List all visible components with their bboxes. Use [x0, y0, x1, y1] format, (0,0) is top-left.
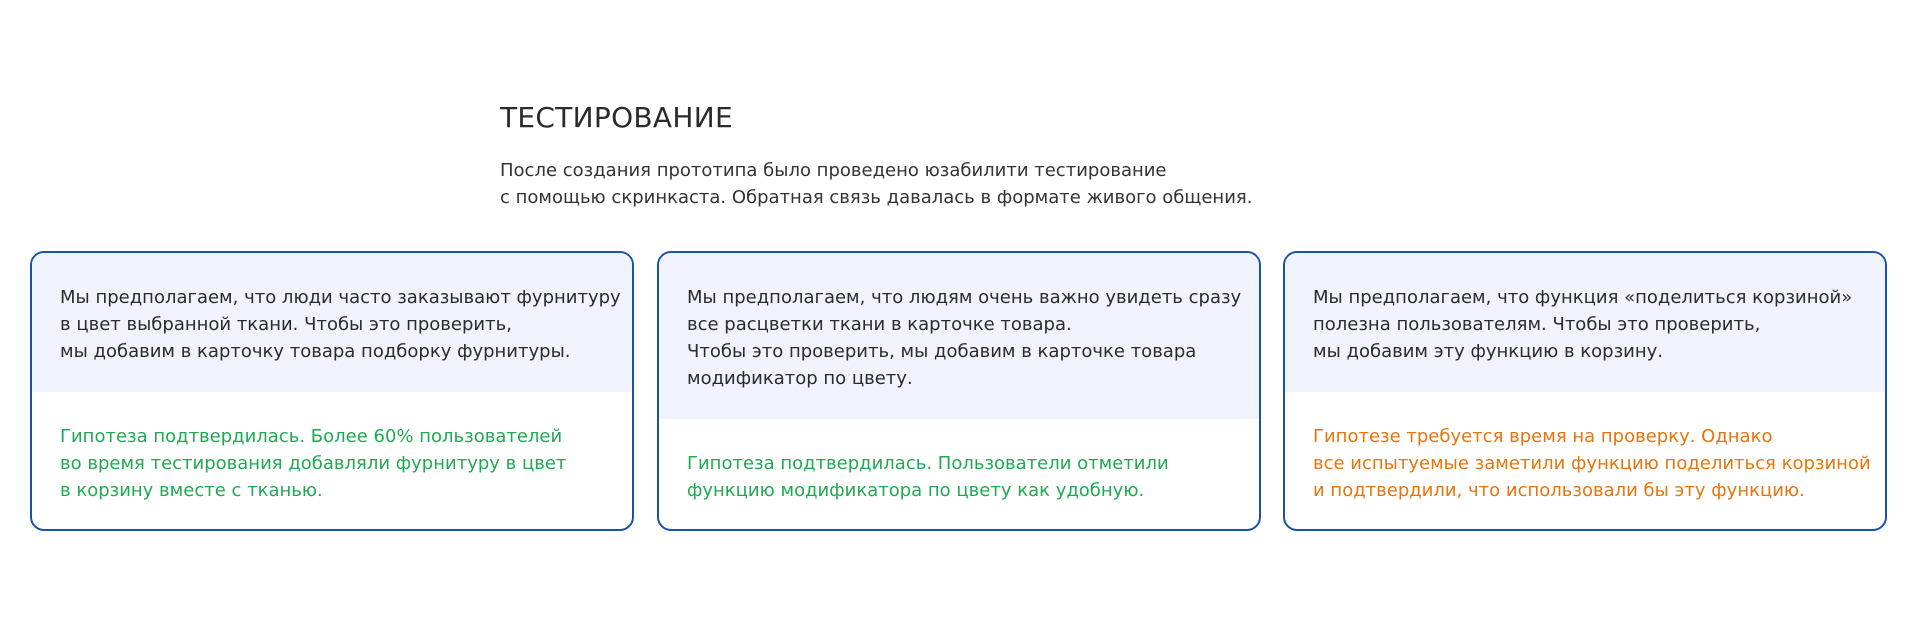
result-line: во время тестирования добавляли фурнитуру в цвет [60, 453, 567, 474]
hypothesis-line: Мы предполагаем, что люди часто заказывают фурнитуру [60, 287, 621, 308]
hypothesis-line: Чтобы это проверить, мы добавим в карточке товара [687, 341, 1197, 362]
result-block-confirmed [659, 419, 1259, 504]
hypothesis-line: мы добавим в карточку товара подборку фурнитуры. [60, 341, 571, 362]
hypothesis-block [659, 253, 1259, 419]
intro-line: с помощью скринкаста. Обратная связь давалась в формате живого общения. [500, 187, 1253, 208]
hypothesis-line: полезна пользователям. Чтобы это проверить, [1313, 314, 1761, 335]
hypothesis-block [32, 253, 632, 392]
result-line: все испытуемые заметили функцию поделиться корзиной [1313, 453, 1871, 474]
result-block-confirmed [32, 392, 632, 504]
hypothesis-line: все расцветки ткани в карточке товара. [687, 314, 1072, 335]
result-line: Гипотеза подтвердилась. Пользователи отметили [687, 453, 1169, 474]
section-intro [500, 157, 1252, 211]
result-line: Гипотеза подтвердилась. Более 60% пользователей [60, 426, 563, 447]
result-line: и подтвердили, что использовали бы эту функцию. [1313, 480, 1805, 501]
hypothesis-card-color-modifier [657, 251, 1261, 531]
hypothesis-line: в цвет выбранной ткани. Чтобы это проверить, [60, 314, 512, 335]
result-line: в корзину вместе с тканью. [60, 480, 323, 501]
result-line: функцию модификатора по цвету как удобную. [687, 480, 1145, 501]
hypothesis-line: Мы предполагаем, что людям очень важно увидеть сразу [687, 287, 1242, 308]
hypothesis-line: модификатор по цвету. [687, 368, 913, 389]
section-title: ТЕСТИРОВАНИЕ [500, 101, 733, 134]
hypothesis-block [1285, 253, 1885, 392]
hypothesis-card-furniture [30, 251, 634, 531]
hypothesis-line: мы добавим эту функцию в корзину. [1313, 341, 1664, 362]
hypothesis-card-share-cart [1283, 251, 1887, 531]
hypothesis-line: Мы предполагаем, что функция «поделиться корзиной» [1313, 287, 1853, 308]
result-line: Гипотезе требуется время на проверку. Однако [1313, 426, 1773, 447]
result-block-pending [1285, 392, 1885, 504]
intro-line: После создания прототипа было проведено юзабилити тестирование [500, 160, 1167, 181]
